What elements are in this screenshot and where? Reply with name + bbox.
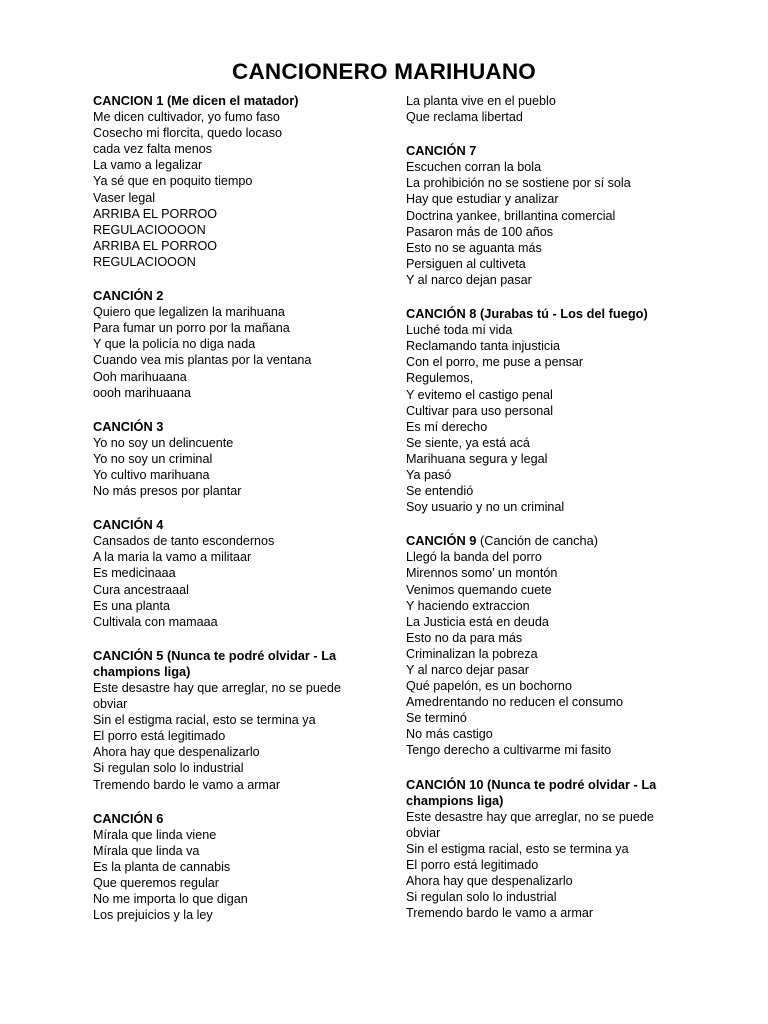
lyric-line: Es mí derecho [406, 419, 488, 434]
lyric-line: Quiero que legalizen la marihuana [93, 305, 285, 320]
song-title [93, 288, 363, 304]
lyric-line: Criminalizan la pobreza [406, 646, 538, 661]
lyric-line: Es la planta de cannabis [93, 859, 231, 874]
lyric-line: Que reclama libertad [406, 110, 523, 125]
song-title [406, 143, 681, 159]
lyric-line: La Justicia está en deuda [406, 614, 549, 629]
lyric-line: Esto no se aguanta más [406, 240, 542, 255]
lyric-line: Y al narco dejan pasar [406, 272, 532, 287]
lyric-line: Esto no da para más [406, 630, 523, 645]
lyric-line: Con el porro, me puse a pensar [406, 355, 584, 370]
lyric-line: Los prejuicios y la ley [93, 908, 213, 923]
page-title: CANCIONERO MARIHUANO [232, 59, 536, 85]
song-title [406, 533, 681, 549]
lyric-line: Qué papelón, es un bochorno [406, 679, 572, 694]
song-title-text: CANCIÓN 7 [406, 143, 477, 159]
lyric-line: oooh marihuaana [93, 385, 192, 400]
lyric-line: Cura ancestraaal [93, 582, 189, 597]
lyric-line: No me importa lo que digan [93, 892, 248, 907]
lyric-line: Soy usuario y no un criminal [406, 500, 565, 515]
lyric-line: Vaser legal [93, 190, 156, 205]
lyric-line: Cultivala con mamaaa [93, 614, 218, 629]
song-block [93, 288, 363, 401]
lyric-line: Tengo derecho a cultivarme mi fasito [406, 743, 612, 758]
lyric-line: Cansados de tanto escondernos [93, 534, 275, 549]
lyric-line: No más castigo [406, 727, 493, 742]
song-block [406, 533, 681, 758]
song-title [93, 419, 363, 435]
right-column [406, 93, 681, 939]
song-block [406, 777, 681, 922]
lyric-line: Ya pasó [406, 467, 452, 482]
lyric-line: ARRIBA EL PORROO [93, 238, 218, 253]
song-6-continuation [406, 93, 681, 125]
lyric-line: Si regulan solo lo industrial [93, 761, 244, 776]
song-block [406, 306, 681, 515]
song-title-text: CANCIÓN 5 (Nunca te podré olvidar - La champions liga) [93, 647, 337, 679]
lyric-line: Yo no soy un criminal [93, 451, 213, 466]
lyric-line: Y haciendo extraccion [406, 598, 530, 613]
lyric-line: Si regulan solo lo industrial [406, 890, 557, 905]
lyric-line: Mirennos somo’ un montón [406, 566, 558, 581]
song-block [93, 517, 363, 630]
song-title-text: CANCIÓN 3 [93, 418, 164, 434]
lyric-line: Tremendo bardo le vamo a armar [406, 906, 594, 921]
song-title-text: CANCIÓN 8 (Jurabas tú - Los del fuego) [406, 306, 648, 322]
lyric-line: Cosecho mi florcita, quedo locaso [93, 126, 283, 141]
lyric-line: Doctrina yankee, brillantina comercial [406, 208, 616, 223]
lyric-line: Se siente, ya está acá [406, 435, 530, 450]
song-title-text: CANCIÓN 6 [93, 810, 164, 826]
song-title [93, 93, 363, 109]
song-title [93, 811, 363, 827]
lyric-line: El porro está legitimado [406, 858, 539, 873]
song-subtitle: (Canción de cancha) [479, 533, 599, 549]
lyric-line: Y evitemo el castigo penal [406, 387, 553, 402]
lyric-line: Y que la policía no diga nada [93, 337, 256, 352]
song-title [93, 517, 363, 533]
song-block [406, 143, 681, 288]
song-block [93, 811, 363, 924]
song-title [406, 777, 681, 809]
lyric-line: Sin el estigma racial, esto se termina ya [93, 713, 316, 728]
lyric-line: El porro está legitimado [93, 729, 226, 744]
lyric-line: Reclamando tanta injusticia [406, 339, 561, 354]
lyric-line: Es una planta [93, 598, 171, 613]
lyric-line: La vamo a legalizar [93, 158, 203, 173]
lyric-line: Es medicinaaa [93, 566, 176, 581]
song-title-text: CANCION 1 (Me dicen el matador) [93, 93, 299, 108]
lyric-line: Se entendió [406, 484, 474, 499]
lyric-line: Mírala que linda va [93, 843, 200, 858]
song-block [93, 419, 363, 499]
lyric-line: Que queremos regular [93, 876, 220, 891]
lyric-line: Se terminó [406, 711, 467, 726]
lyric-line: ARRIBA EL PORROO [93, 206, 218, 221]
song-title-text: CANCIÓN 2 [93, 288, 164, 304]
lyric-line: A la maria la vamo a militaar [93, 550, 252, 565]
lyric-line: REGULACIOOON [93, 254, 196, 269]
song-title [93, 648, 363, 680]
lyric-line: Luché toda mí vida [406, 323, 513, 338]
lyric-line: Amedrentando no reducen el consumo [406, 695, 624, 710]
lyric-line: Hay que estudiar y analizar [406, 192, 559, 207]
lyric-line: Ahora hay que despenalizarlo [406, 874, 573, 889]
song-title [406, 306, 681, 322]
lyric-line: Me dicen cultivador, yo fumo faso [93, 110, 280, 125]
lyric-line: Escuchen corran la bola [406, 160, 542, 175]
lyric-line: Ooh marihuaana [93, 369, 187, 384]
lyric-line: Y al narco dejar pasar [406, 663, 529, 677]
lyric-line: REGULACIOOOON [93, 222, 206, 237]
lyric-line: Ahora hay que despenalizarlo [93, 745, 260, 760]
song-title-text: CANCIÓN 4 [93, 517, 164, 533]
lyric-line: Tremendo bardo le vamo a armar [93, 777, 281, 792]
lyric-line: Cultivar para uso personal [406, 403, 554, 418]
lyric-line: Yo cultivo marihuana [93, 467, 210, 482]
song-title-text: CANCIÓN 9 [406, 533, 477, 549]
lyric-line: Mírala que linda viene [93, 827, 217, 842]
lyric-line: cada vez falta menos [93, 142, 213, 157]
lyric-line: La planta vive en el pueblo [406, 94, 556, 108]
lyric-line: Persiguen al cultiveta [406, 256, 526, 271]
lyric-line: Cuando vea mis plantas por la ventana [93, 353, 312, 368]
lyric-line: Venimos quemando cuete [406, 582, 552, 597]
lyric-line: La prohibición no se sostiene por sí sola [406, 176, 631, 191]
lyric-line: Yo no soy un delincuente [93, 435, 234, 450]
lyric-line: No más presos por plantar [93, 484, 242, 499]
lyric-line: Ya sé que en poquito tiempo [93, 174, 253, 189]
lyric-line: Para fumar un porro por la mañana [93, 321, 290, 336]
song-block [93, 93, 363, 270]
song-block [93, 648, 363, 793]
lyric-line: Sin el estigma racial, esto se termina ya [406, 841, 629, 856]
lyric-line: Marihuana segura y legal [406, 451, 548, 466]
lyric-line: Regulemos, [406, 371, 474, 386]
right-column-songs [406, 143, 681, 921]
left-column [93, 93, 363, 941]
lyric-line: Este desastre hay que arreglar, no se puede obviar [406, 809, 654, 840]
lyric-line: Llegó la banda del porro [406, 550, 542, 565]
lyric-line: Este desastre hay que arreglar, no se puede obviar [93, 681, 341, 712]
lyric-line: Pasaron más de 100 años [406, 224, 554, 239]
song-title-text: CANCIÓN 10 (Nunca te podré olvidar - La champions liga) [406, 776, 657, 808]
